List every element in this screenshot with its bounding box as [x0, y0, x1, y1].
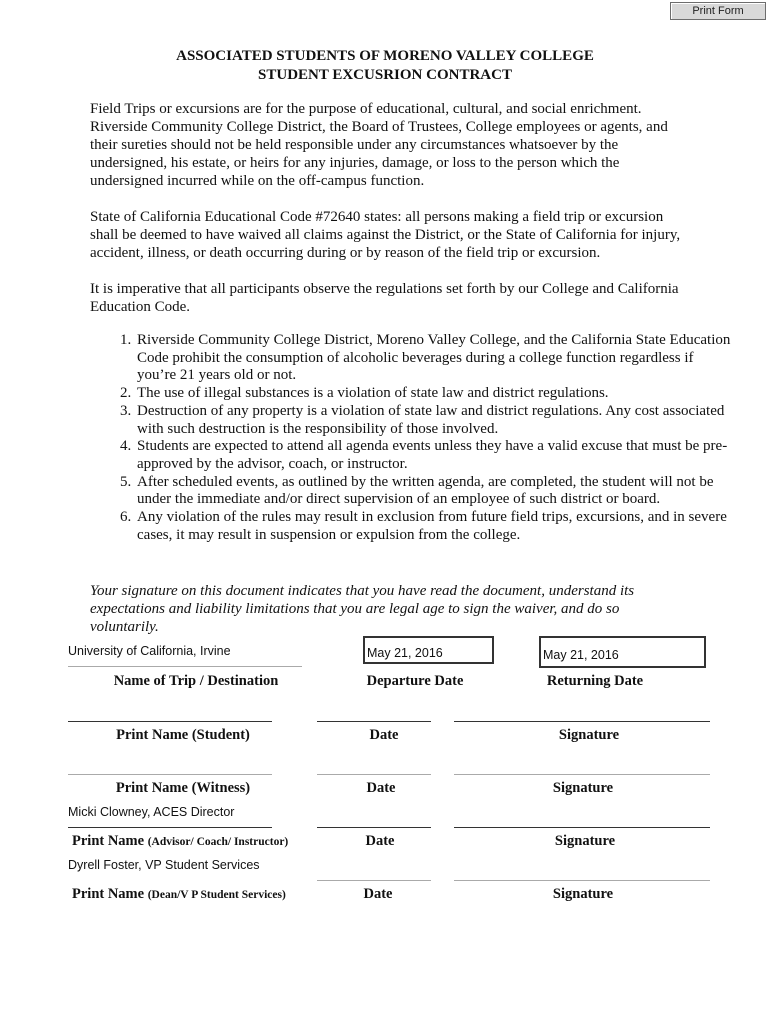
student-signature-label: Signature — [558, 727, 620, 743]
returning-date-value: May 21, 2016 — [543, 648, 619, 662]
rule-item: 3. Destruction of any property is a violation of state law and district regulations. Any cost associated with such destruction is the responsibility of those involved. — [135, 403, 735, 438]
advisor-name-line — [68, 827, 272, 828]
dean-name-field[interactable]: Dyrell Foster, VP Student Services — [68, 858, 260, 872]
signature-note: Your signature on this document indicates that you have read the document, understand its expectations and liability limitations that you are legal age to sign the waiver, and do so voluntarily. — [90, 583, 635, 635]
witness-name-label: Print Name (Witness) — [115, 780, 251, 796]
student-name-label: Print Name (Student) — [116, 727, 250, 743]
departure-date-value: May 21, 2016 — [367, 646, 443, 660]
rule-item: 4. Students are expected to attend all agenda events unless they have a valid excuse that must be pre-approved by the advisor, coach, or instructor. — [135, 438, 735, 473]
departure-date-field[interactable] — [363, 636, 494, 664]
rule-item: 2. The use of illegal substances is a violation of state law and district regulations. — [135, 385, 735, 403]
dean-signature-label: Signature — [552, 886, 614, 902]
returning-label: Returning Date — [546, 673, 644, 689]
intro-paragraph: Field Trips or excursions are for the purpose of educational, cultural, and social enrichment. Riverside Community College District, the Board of Trustees, College employees or agents, and their sureties should not be held responsible under any circumstances whatsoever by the undersigned, his estate, or heirs for any injuries, damage, or loss to the person which the undersigned incurred while on the off-campus function. — [90, 101, 668, 189]
rule-item: 5. After scheduled events, as outlined by the written agenda, are completed, the student will not be under the immediate and/or direct supervision of an employee of such district or board. — [135, 474, 735, 509]
witness-signature-label: Signature — [552, 780, 614, 796]
form-title: ASSOCIATED STUDENTS OF MORENO VALLEY COLLEGE — [176, 48, 594, 64]
student-name-line[interactable] — [68, 721, 272, 722]
witness-date-label: Date — [366, 780, 396, 796]
form-subtitle: STUDENT EXCUSRION CONTRACT — [258, 67, 512, 83]
dean-name-label-main: Print Name — [72, 886, 145, 902]
student-date-line[interactable] — [317, 721, 431, 722]
witness-date-line[interactable] — [317, 774, 431, 775]
returning-date-field[interactable] — [539, 636, 706, 668]
dean-date-label: Date — [363, 886, 393, 902]
dean-date-line[interactable] — [317, 880, 431, 881]
advisor-name-label — [72, 833, 312, 850]
advisor-name-field[interactable]: Micki Clowney, ACES Director — [68, 805, 235, 819]
advisor-date-label: Date — [365, 833, 395, 849]
destination-underline — [68, 666, 302, 667]
student-date-label: Date — [369, 727, 399, 743]
advisor-date-line[interactable] — [317, 827, 431, 828]
witness-name-line[interactable] — [68, 774, 272, 775]
advisor-signature-label: Signature — [554, 833, 616, 849]
advisor-signature-line[interactable] — [454, 827, 710, 828]
rule-item: 1. Riverside Community College District, Moreno Valley College, and the California State Education Code prohibit the consumption of alcoholic beverages during a college function regardless if you’re 21 years old or not. — [135, 332, 735, 385]
rules-list — [90, 332, 735, 544]
dean-name-label — [72, 886, 312, 903]
dean-signature-line[interactable] — [454, 880, 710, 881]
print-form-button[interactable]: Print Form — [670, 2, 766, 20]
departure-label: Departure Date — [366, 673, 464, 689]
destination-label: Name of Trip / Destination — [113, 673, 279, 689]
dean-name-label-sub: (Dean/V P Student Services) — [147, 889, 286, 901]
student-signature-line[interactable] — [454, 721, 710, 722]
destination-field[interactable]: University of California, Irvine — [68, 644, 231, 658]
witness-signature-line[interactable] — [454, 774, 710, 775]
advisor-name-label-sub: (Advisor/ Coach/ Instructor) — [147, 836, 289, 848]
rule-item: 6. Any violation of the rules may result in exclusion from future field trips, excursions, and in severe cases, it may result in suspension or expulsion from the college. — [135, 509, 735, 544]
regulations-paragraph: It is imperative that all participants observe the regulations set forth by our College and California Education Code. — [90, 281, 679, 315]
advisor-name-label-main: Print Name — [72, 833, 145, 849]
education-code-paragraph: State of California Educational Code #72640 states: all persons making a field trip or excursion shall be deemed to have waived all claims against the District, or the State of California for injury, accident, illness, or death occurring during or by reason of the field trip or excursion. — [90, 209, 681, 261]
